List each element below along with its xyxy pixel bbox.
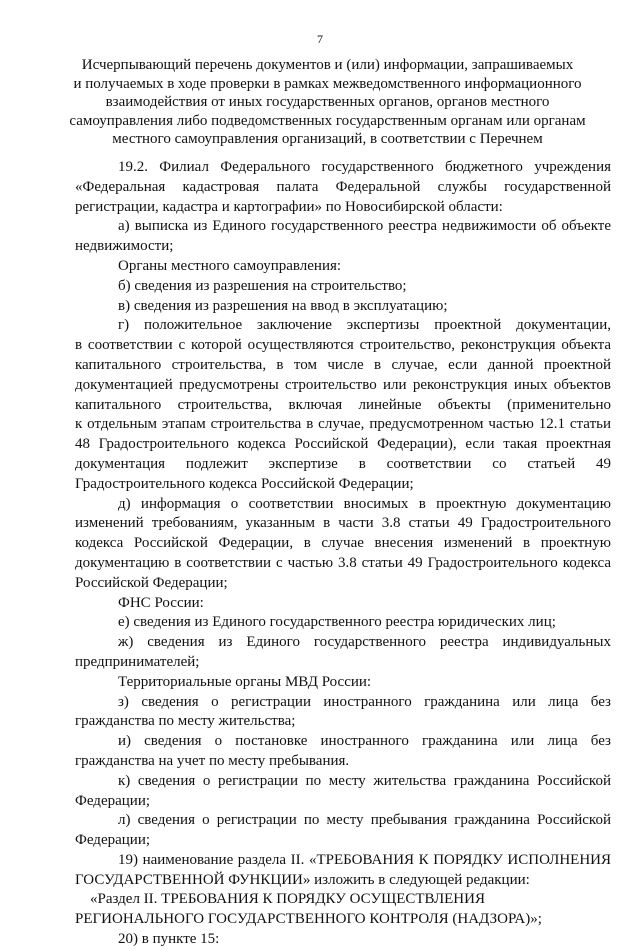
heading-line: самоуправления либо подведомственных государственным органам или органам <box>69 112 586 129</box>
page-number: 7 <box>317 32 323 46</box>
body-line: д) информация о соответствии вносимых в проектную документацию <box>118 495 611 512</box>
body-line: капитального строительства, в том числе в случае, если данной проектной <box>75 356 611 373</box>
body-line: ГОСУДАРСТВЕННОЙ ФУНКЦИИ» изложить в следующей редакции: <box>75 871 530 888</box>
body-line: Российской Федерации; <box>75 574 228 591</box>
body-line: а) выписка из Единого государственного реестра недвижимости об объекте <box>118 218 611 235</box>
body-line: Органы местного самоуправления: <box>118 257 342 274</box>
body-line: 48 Градостроительного кодекса Российской Федерации), если такая проектная <box>75 436 611 453</box>
body-line: ФНС России: <box>118 594 204 611</box>
body-line: «Раздел II. ТРЕБОВАНИЯ К ПОРЯДКУ ОСУЩЕСТВЛЕНИЯ <box>90 891 485 908</box>
body-line: недвижимости; <box>75 238 174 255</box>
heading-line: взаимодействия от иных государственных органов, органов местного <box>105 94 550 111</box>
body-line: РЕГИОНАЛЬНОГО ГОСУДАРСТВЕННОГО КОНТРОЛЯ (НАДЗОРА)»; <box>75 911 542 928</box>
body-line: «Федеральная кадастровая палата Федеральной службы государственной <box>75 178 611 195</box>
body-line: Федерации; <box>75 832 151 849</box>
body-line: кодекса Российской Федерации, в случае внесения изменений в проектную <box>75 535 611 552</box>
body-line: 19.2. Филиал Федерального государственного бюджетного учреждения <box>118 159 611 175</box>
body-line: з) сведения о регистрации иностранного гражданина или лица без <box>118 693 611 710</box>
body-line: 19) наименование раздела II. «ТРЕБОВАНИЯ К ПОРЯДКУ ИСПОЛНЕНИЯ <box>118 851 611 868</box>
body-line: капитального строительства, включая линейные объекты (применительно <box>75 396 611 413</box>
body-line: к отдельным этапам строительства в случае, предусмотренном частью 12.1 статьи <box>75 416 611 433</box>
body-line: 20) в пункте 15: <box>118 931 220 948</box>
body-line: предпринимателей; <box>75 653 200 670</box>
body-line: Территориальные органы МВД России: <box>118 673 372 690</box>
body-line: л) сведения о регистрации по месту пребывания гражданина Российской <box>118 812 611 829</box>
body-line: Федерации; <box>75 792 151 809</box>
document-body <box>75 158 611 950</box>
body-line: регистрации, кадастра и картографии» по Новосибирской области: <box>75 198 503 215</box>
heading-line: местного самоуправления организаций, в соответствии с Перечнем <box>112 131 543 148</box>
body-line: б) сведения из разрешения на строительство; <box>118 277 407 294</box>
body-line: гражданства на учет по месту пребывания. <box>75 752 350 769</box>
body-line: изменений требованиям, указанным в части 3.8 статьи 49 Градостроительного <box>75 515 611 532</box>
body-line: документацию в соответствии с частью 3.8 статьи 49 Градостроительного кодекса <box>75 554 611 571</box>
document-heading <box>60 56 595 149</box>
body-line: Градостроительного кодекса Российской Федерации; <box>75 475 414 492</box>
body-line: г) положительное заключение экспертизы проектной документации, <box>118 317 611 334</box>
body-line: е) сведения из Единого государственного реестра юридических лиц; <box>118 614 556 631</box>
body-line: документация подлежит экспертизе в соответствии со статьей 49 <box>75 455 611 472</box>
body-line: к) сведения о регистрации по месту жительства гражданина Российской <box>118 772 611 789</box>
body-line: гражданства по месту жительства; <box>75 713 296 730</box>
body-line: в соответствии с которой осуществляются строительство, реконструкция объекта <box>75 337 611 354</box>
body-line: и) сведения о постановке иностранного гражданина или лица без <box>118 733 611 750</box>
body-line: документацией предусмотрены строительство или реконструкция иных объектов <box>75 376 611 393</box>
heading-line: Исчерпывающий перечень документов и (или) информации, запрашиваемых <box>81 57 574 73</box>
body-line: в) сведения из разрешения на ввод в эксплуатацию; <box>118 297 448 314</box>
heading-line: и получаемых в ходе проверки в рамках межведомственного информационного <box>73 75 582 92</box>
body-line: ж) сведения из Единого государственного реестра индивидуальных <box>118 634 611 651</box>
